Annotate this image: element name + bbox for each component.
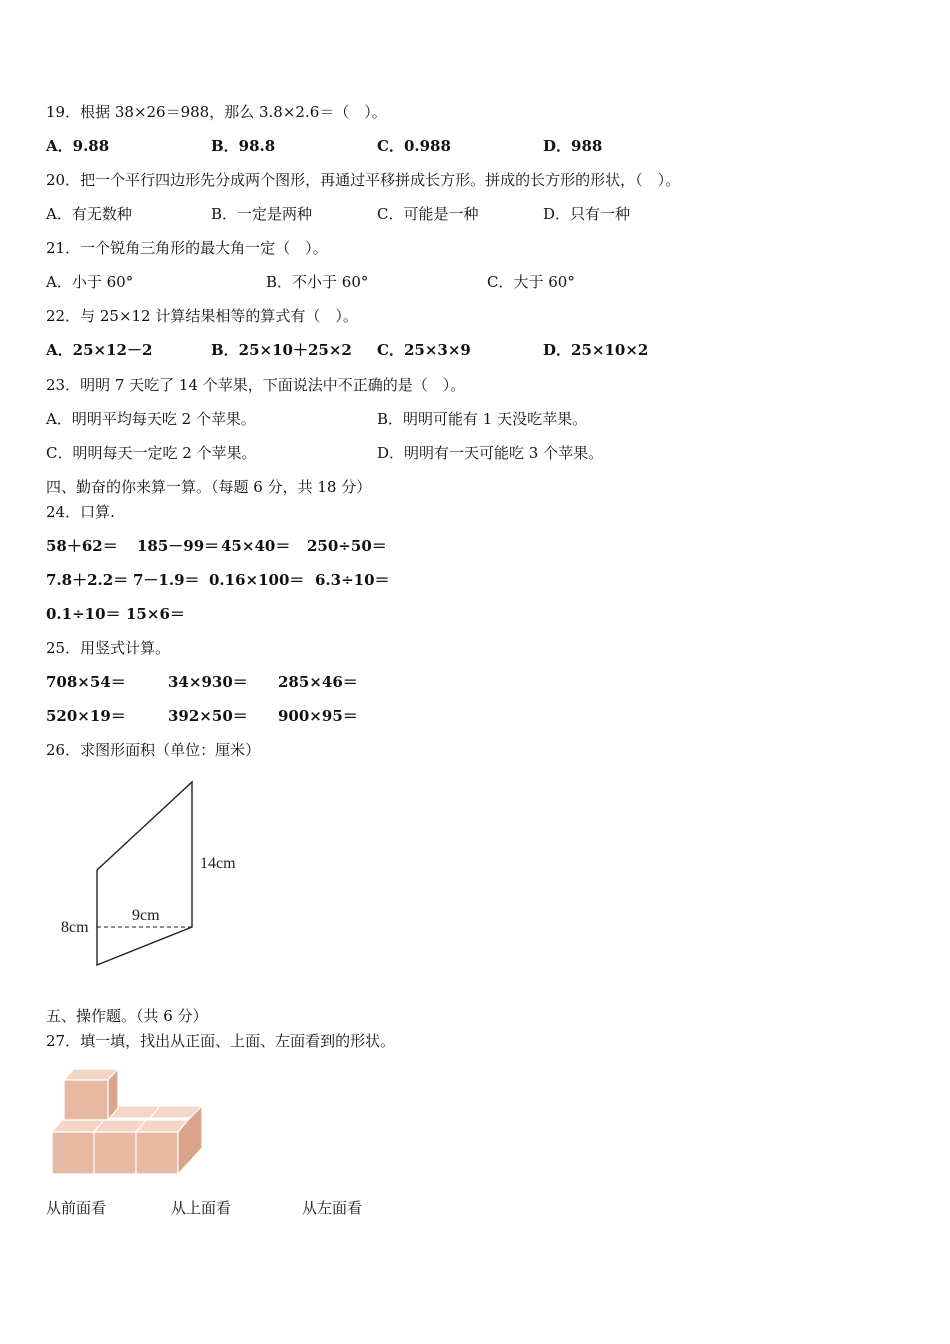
question-23-stem: 23．明明 7 天吃了 14 个苹果，下面说法中不正确的是（ ）。 [46,376,466,394]
mental-math-item: 250÷50＝ [307,537,387,555]
trapezoid-shape [97,782,192,965]
q22-option-b[interactable]: B．25×10＋25×2 [211,341,352,359]
vertical-calc-item: 708×54＝ [46,673,126,691]
label-height: 14cm [200,855,236,872]
cube-front-face [94,1132,136,1174]
q19-option-b[interactable]: B．98.8 [211,137,276,155]
question-21-stem: 21．一个锐角三角形的最大角一定（ ）。 [46,239,328,257]
label-base: 9cm [132,907,160,924]
section-5-title: 五、操作题。（共 6 分） [46,1007,208,1025]
q20-option-a[interactable]: A．有无数种 [46,205,132,223]
vertical-calc-item: 34×930＝ [168,673,248,691]
q23-option-c[interactable]: C．明明每天一定吃 2 个苹果。 [46,444,257,462]
q20-option-d[interactable]: D．只有一种 [543,205,631,223]
label-left: 8cm [61,919,89,936]
mental-math-item: 7－1.9＝ [133,571,200,589]
q22-option-d[interactable]: D．25×10×2 [543,341,649,359]
mental-math-item: 7.8＋2.2＝ [46,571,129,589]
question-26-stem: 26．求图形面积（单位：厘米） [46,741,261,759]
view-label-front: 从前面看 [46,1199,107,1217]
mental-math-item: 0.16×100＝ [209,571,305,589]
q22-option-c[interactable]: C．25×3×9 [377,341,471,359]
q20-option-c[interactable]: C．可能是一种 [377,205,479,223]
cube-front-face [136,1132,178,1174]
mental-math-item: 45×40＝ [221,537,291,555]
q19-option-d[interactable]: D．988 [543,137,603,155]
question-27-stem: 27．填一填，找出从正面、上面、左面看到的形状。 [46,1032,396,1050]
mental-math-item: 6.3÷10＝ [315,571,390,589]
vertical-calc-item: 285×46＝ [278,673,358,691]
q21-option-c[interactable]: C．大于 60° [487,273,575,291]
question-25-stem: 25．用竖式计算。 [46,639,171,657]
q19-option-c[interactable]: C．0.988 [377,137,451,155]
cube-front-face [52,1132,94,1174]
cube-back-row [108,1106,202,1118]
q23-option-a[interactable]: A．明明平均每天吃 2 个苹果。 [46,410,256,428]
mental-math-item: 15×6＝ [126,605,185,623]
question-19-stem: 19．根据 38×26＝988，那么 3.8×2.6＝（ ）。 [46,103,387,121]
mental-math-item: 58＋62＝ [46,537,118,555]
mental-math-item: 0.1÷10＝ [46,605,121,623]
view-label-left: 从左面看 [302,1199,363,1217]
mental-math-item: 185－99＝ [137,537,220,555]
q21-option-b[interactable]: B．不小于 60° [266,273,369,291]
question-20-stem: 20．把一个平行四边形先分成两个图形，再通过平移拼成长方形。拼成的长方形的形状，（ ）。 [46,171,681,189]
q23-option-d[interactable]: D．明明有一天可能吃 3 个苹果。 [377,444,604,462]
q20-option-b[interactable]: B．一定是两种 [211,205,313,223]
cube-stack-figure [48,1066,208,1178]
question-24-stem: 24．口算. [46,503,115,521]
view-label-top: 从上面看 [171,1199,232,1217]
q19-option-a[interactable]: A．9.88 [46,137,110,155]
trapezoid-figure [55,775,255,975]
question-22-stem: 22．与 25×12 计算结果相等的算式有（ ）。 [46,307,358,325]
vertical-calc-item: 900×95＝ [278,707,358,725]
cube-front-face [64,1080,108,1120]
q21-option-a[interactable]: A．小于 60° [46,273,134,291]
q22-option-a[interactable]: A．25×12－2 [46,341,153,359]
vertical-calc-item: 392×50＝ [168,707,248,725]
section-4-title: 四、勤奋的你来算一算。（每题 6 分，共 18 分） [46,478,372,496]
vertical-calc-item: 520×19＝ [46,707,126,725]
q23-option-b[interactable]: B．明明可能有 1 天没吃苹果。 [377,410,588,428]
cube-top [64,1069,118,1120]
